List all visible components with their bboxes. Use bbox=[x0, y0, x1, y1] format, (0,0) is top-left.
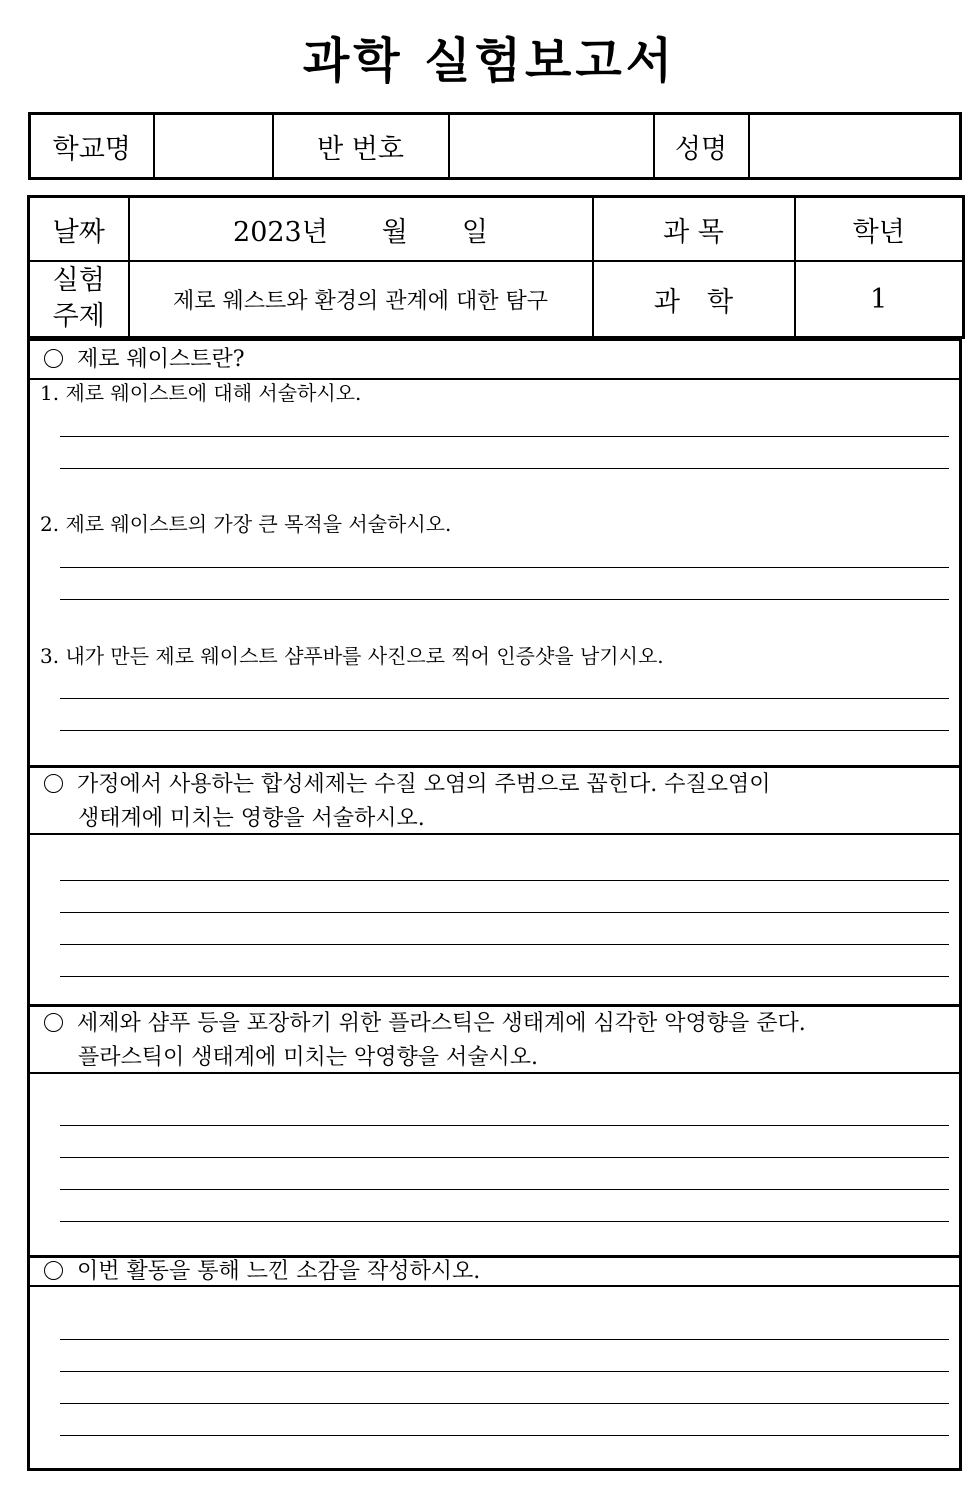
section-reflection-body bbox=[27, 1287, 962, 1471]
topic-label: 실험 주제 bbox=[29, 261, 129, 338]
answer-line[interactable] bbox=[60, 1221, 949, 1222]
section-zero-waste-body bbox=[27, 380, 962, 767]
answer-line[interactable] bbox=[60, 468, 949, 469]
subject-label: 과 목 bbox=[593, 197, 795, 262]
answer-line[interactable] bbox=[60, 880, 949, 881]
school-field[interactable] bbox=[154, 114, 273, 179]
answer-line[interactable] bbox=[60, 1435, 949, 1436]
answer-line[interactable] bbox=[60, 1157, 949, 1158]
circle-bullet-icon bbox=[44, 1261, 63, 1280]
class-number-field[interactable] bbox=[449, 114, 654, 179]
question-3: 3. 내가 만든 제로 웨이스트 샴푸바를 사진으로 찍어 인증샷을 남기시오. bbox=[40, 644, 664, 668]
class-number-label: 반 번호 bbox=[273, 114, 449, 179]
answer-line[interactable] bbox=[60, 567, 949, 568]
name-field[interactable] bbox=[749, 114, 961, 179]
section-zero-waste-heading: 제로 웨이스트란? bbox=[27, 338, 962, 380]
circle-bullet-icon bbox=[44, 774, 63, 793]
answer-line[interactable] bbox=[60, 599, 949, 600]
page-title: 과학 실험보고서 bbox=[302, 33, 677, 89]
section-plastic-body bbox=[27, 1074, 962, 1256]
answer-line[interactable] bbox=[60, 1403, 949, 1404]
name-label: 성명 bbox=[654, 114, 749, 179]
grade-field[interactable]: 1 bbox=[795, 261, 964, 338]
grade-label: 학년 bbox=[795, 197, 964, 262]
answer-line[interactable] bbox=[60, 976, 949, 977]
answer-line[interactable] bbox=[60, 1189, 949, 1190]
school-label: 학교명 bbox=[30, 114, 154, 179]
answer-line[interactable] bbox=[60, 730, 949, 731]
section-water-pollution-heading: 가정에서 사용하는 합성세제는 수질 오염의 주범으로 꼽힌다. 수질오염이 생태계에 미치는 영향을 서술하시오. bbox=[27, 765, 962, 835]
circle-bullet-icon bbox=[44, 1013, 63, 1032]
answer-line[interactable] bbox=[60, 944, 949, 945]
section-plastic-heading: 세제와 샴푸 등을 포장하기 위한 플라스틱은 생태계에 심각한 악영향을 준다. 플라스틱이 생태계에 미치는 악영향을 서술시오. bbox=[27, 1004, 962, 1074]
topic-field[interactable]: 제로 웨스트와 환경의 관계에 대한 탐구 bbox=[129, 261, 593, 338]
question-2: 2. 제로 웨이스트의 가장 큰 목적을 서술하시오. bbox=[40, 512, 452, 536]
circle-bullet-icon bbox=[44, 349, 63, 368]
answer-line[interactable] bbox=[60, 698, 949, 699]
answer-line[interactable] bbox=[60, 436, 949, 437]
student-info-table bbox=[28, 112, 962, 180]
date-field[interactable]: 2023년 월 일 bbox=[129, 197, 593, 262]
subject-field[interactable]: 과 학 bbox=[593, 261, 795, 338]
section-water-pollution-body bbox=[27, 835, 962, 1005]
answer-line[interactable] bbox=[60, 1371, 949, 1372]
report-header-table bbox=[27, 195, 965, 339]
date-label: 날짜 bbox=[29, 197, 129, 262]
section-reflection-heading: 이번 활동을 통해 느낀 소감을 작성하시오. bbox=[27, 1255, 962, 1287]
answer-line[interactable] bbox=[60, 1339, 949, 1340]
answer-line[interactable] bbox=[60, 912, 949, 913]
answer-line[interactable] bbox=[60, 1125, 949, 1126]
question-1: 1. 제로 웨이스트에 대해 서술하시오. bbox=[40, 381, 362, 405]
